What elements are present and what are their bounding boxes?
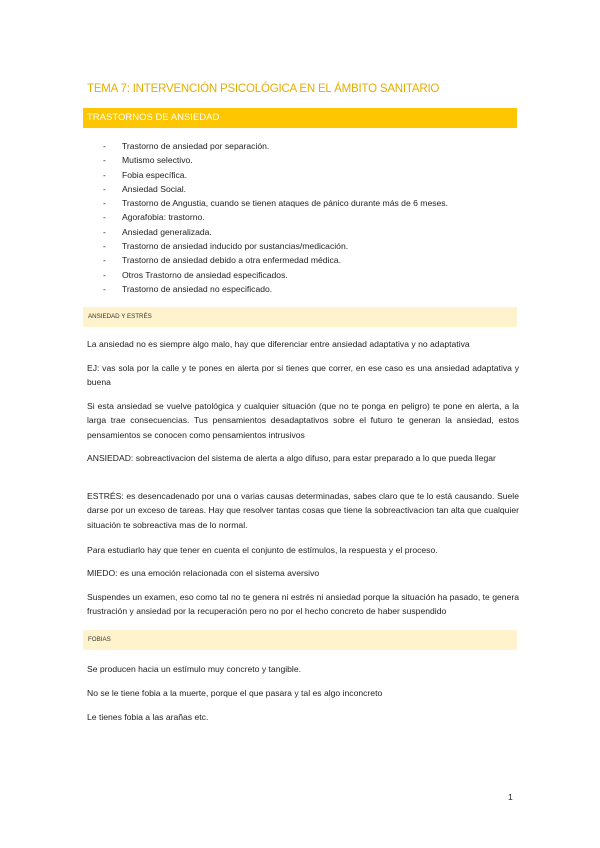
paragraph: MIEDO: es una emoción relacionada con el sistema aversivo: [87, 568, 320, 578]
page-number: 1: [508, 792, 513, 802]
paragraph: Se producen hacia un estímulo muy concreto y tangible.: [87, 664, 302, 674]
list-item: - Agorafobia: trastorno.: [103, 212, 205, 223]
paragraph: EJ: vas sola por la calle y te pones en alerta por si tienes que correr, en ese caso es una ansiedad adaptativa y buena: [87, 363, 519, 388]
paragraph: Le tienes fobia a las arañas etc.: [87, 712, 209, 722]
paragraph: Si esta ansiedad se vuelve patológica y cualquier situación (que no te ponga en peligro) te pone en alerta, a la larga trae consecuencias. Tus pensamientos desadaptativos sobre el futuro te generan la ansiedad, estos pensamientos se conocen como pensamientos intrusivos: [87, 401, 519, 440]
section-heading-trastornos: [83, 108, 517, 128]
section-heading-trastornos-label: TRASTORNOS DE ANSIEDAD: [87, 112, 220, 123]
list-item: - Ansiedad Social.: [103, 183, 187, 194]
paragraph: Suspendes un examen, eso como tal no te genera ni estrés ni ansiedad porque la situación ha pasado, te genera frustración y ansiedad por la recuperación pero no por el hecho concreto de haber suspendido: [87, 592, 519, 617]
paragraph: Para estudiarlo hay que tener en cuenta el conjunto de estímulos, la respuesta y el proceso.: [87, 545, 438, 555]
list-item: - Fobia específica.: [103, 169, 187, 180]
list-item: - Trastorno de Angustia, cuando se tienen ataques de pánico durante más de 6 meses.: [103, 198, 448, 209]
paragraph: ANSIEDAD: sobreactivacion del sistema de alerta a algo difuso, para estar preparado a lo que pueda llegar: [87, 453, 496, 463]
section-heading-fobias-label: FOBIAS: [88, 636, 111, 643]
section-heading-ansiedad-estres: [83, 307, 517, 327]
paragraph: ESTRÉS: es desencadenado por una o varias causas determinadas, sabes claro que te lo está causando. Suele darse por un exceso de tareas. Hay que resolver tantas cosas que tiene la sobreactivacion tan alta que cualquier situación te sobreactiva mas de lo normal.: [87, 491, 519, 530]
section-heading-fobias: [83, 630, 517, 650]
section-heading-ansiedad-estres-label: ANSIEDAD Y ESTRÉS: [88, 313, 152, 320]
list-item: - Mutismo selectivo.: [103, 155, 193, 166]
list-item: - Trastorno de ansiedad debido a otra enfermedad médica.: [103, 255, 341, 266]
list-item: - Trastorno de ansiedad no especificado.: [103, 283, 273, 294]
paragraph: La ansiedad no es siempre algo malo, hay que diferenciar entre ansiedad adaptativa y no adaptativa: [87, 339, 470, 349]
disorder-list: [103, 139, 448, 296]
list-item: - Otros Trastorno de ansiedad especificados.: [103, 269, 288, 280]
document-title: TEMA 7: INTERVENCIÓN PSICOLÓGICA EN EL ÁMBITO SANITARIO: [87, 83, 440, 95]
list-item: - Trastorno de ansiedad por separación.: [103, 141, 270, 151]
paragraph: No se le tiene fobia a la muerte, porque el que pasara y tal es algo inconcreto: [87, 688, 383, 698]
list-item: - Ansiedad generalizada.: [103, 226, 212, 237]
list-item: - Trastorno de ansiedad inducido por sustancias/medicación.: [103, 241, 349, 252]
